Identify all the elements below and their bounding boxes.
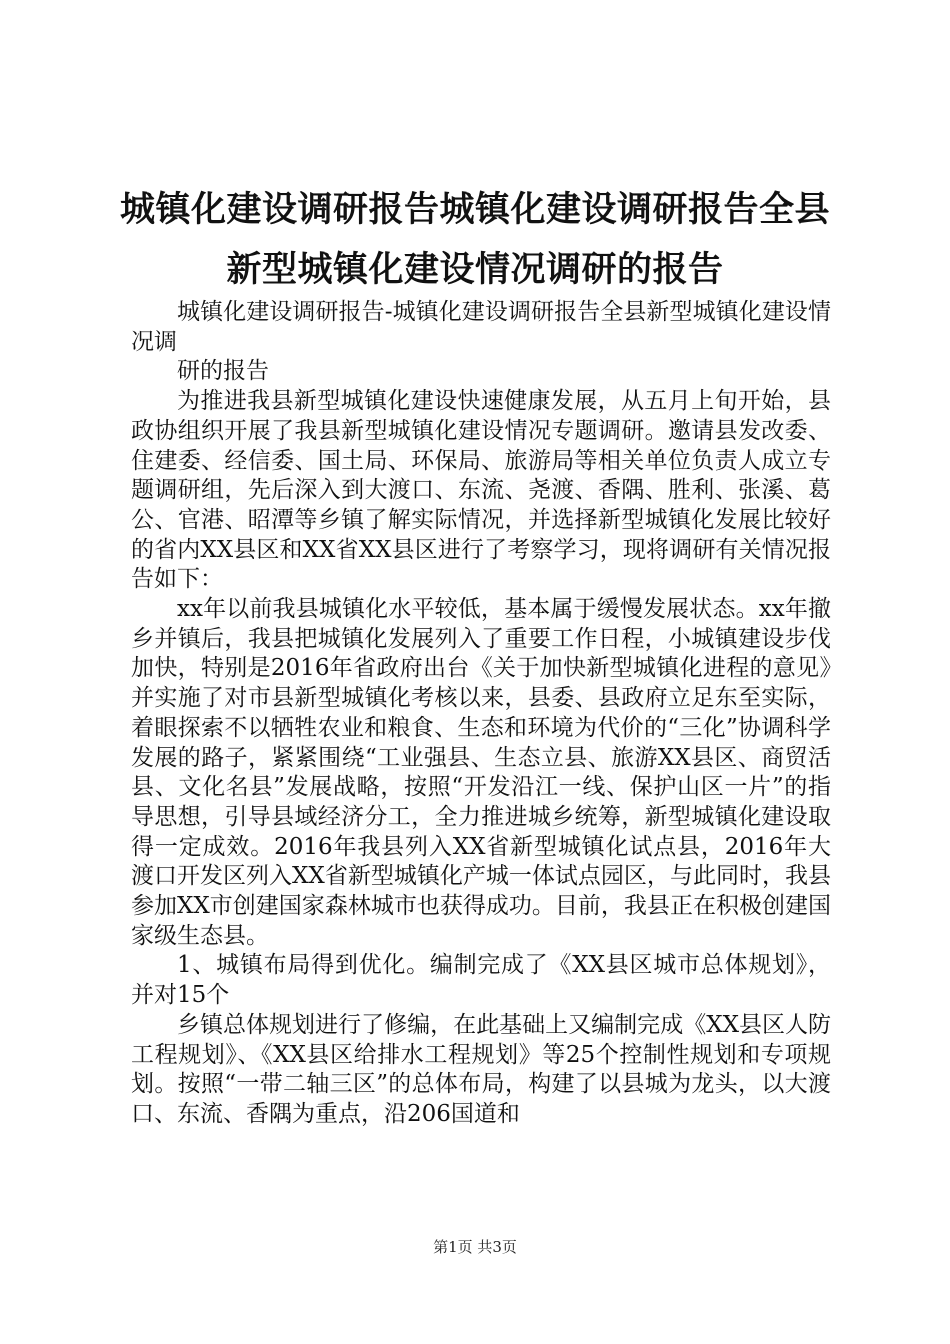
title-line-2: 新型城镇化建设情况调研的报告 bbox=[226, 250, 724, 290]
document-title bbox=[118, 180, 832, 300]
paragraph: 乡镇总体规划进行了修编，在此基础上又编制完成《XX县区人防工程规划》、《XX县区给排水工程规划》等25个控制性规划和专项规划。按照“一带二轴三区”的总体布局，构建了以县城为龙头，以大渡口、东流、香隅为重点，沿206国道和 bbox=[131, 1011, 831, 1127]
page-number-footer: 第1页 共3页 bbox=[433, 1238, 517, 1256]
paragraph: xx年以前我县城镇化水平较低，基本属于缓慢发展状态。xx年撤乡并镇后，我县把城镇化发展列入了重要工作日程，小城镇建设步伐加快，特别是2016年省政府出台《关于加快新型城镇化进程的意见》并实施了对市县新型城镇化考核以来，县委、县政府立足东至实际，着眼探索不以牺牲农业和粮食、生态和环境为代价的“三化”协调科学发展的路子，紧紧围绕“工业强县、生态立县、旅游XX县区、商贸活县、文化名县”发展战略，按照“开发沿江一线、保护山区一片”的指导思想，引导县域经济分工，全力推进城乡统筹，新型城镇化建设取得一定成效。2016年我县列入XX省新型城镇化试点县，2016年大渡口开发区列入XX省新型城镇化产城一体试点园区，与此同时，我县参加XX市创建国家森林城市也获得成功。目前，我县正在积极创建国家级生态县。 bbox=[131, 596, 831, 949]
document-body bbox=[131, 298, 831, 1130]
paragraph: 城镇化建设调研报告-城镇化建设调研报告全县新型城镇化建设情况调 bbox=[131, 299, 831, 355]
title-line-1: 城镇化建设调研报告城镇化建设调研报告全县 bbox=[119, 190, 830, 230]
paragraph: 1、城镇布局得到优化。编制完成了《XX县区城市总体规划》，并对15个 bbox=[131, 952, 831, 1009]
paragraph: 研的报告 bbox=[177, 358, 269, 385]
paragraph: 为推进我县新型城镇化建设快速健康发展，从五月上旬开始，县政协组织开展了我县新型城镇化建设情况专题调研。邀请县发改委、住建委、经信委、国土局、环保局、旅游局等相关单位负责人成立专题调研组，先后深入到大渡口、东流、尧渡、香隅、胜利、张溪、葛公、官港、昭潭等乡镇了解实际情况，并选择新型城镇化发展比较好的省内XX县区和XX省XX县区进行了考察学习，现将调研有关情况报告如下： bbox=[131, 388, 831, 593]
